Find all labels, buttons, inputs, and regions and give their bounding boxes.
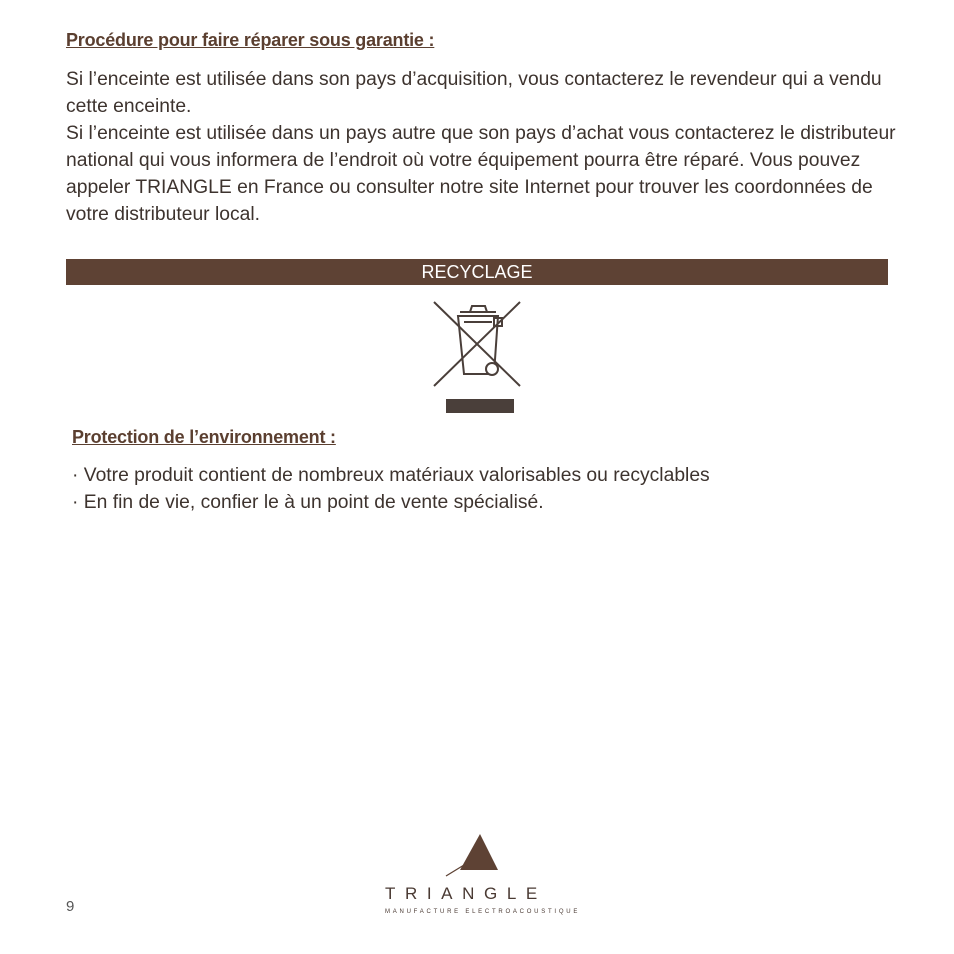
- warranty-text: [66, 66, 896, 228]
- page-number: 9: [66, 898, 75, 915]
- warranty-paragraph-2: Si l’enceinte est utilisée dans un pays autre que son pays d’achat vous contacterez le distributeur national qui vous informera de l’endroit où votre équipement pourra être réparé. Vous pouvez appeler TRIANGLE en France ou consulter notre site Internet pour trouver les coordonnées de votre distributeur local.: [66, 123, 896, 225]
- warranty-paragraph-1: Si l’enceinte est utilisée dans son pays d’acquisition, vous contacterez le revendeur qui a vendu cette enceinte.: [66, 69, 882, 117]
- recycling-band-label: RECYCLAGE: [421, 262, 533, 282]
- list-item: · En fin de vie, confier le à un point de vente spécialisé.: [72, 492, 544, 513]
- crossed-out-wheelie-bin-icon: [430, 298, 524, 416]
- recycling-section-band: [66, 259, 888, 285]
- logo-wordmark: TRIANGLE: [385, 884, 547, 903]
- environment-heading: Protection de l’environnement :: [72, 427, 336, 447]
- environment-bullet-list: [72, 462, 892, 516]
- warranty-heading: Procédure pour faire réparer sous garantie :: [66, 30, 435, 50]
- logo-tagline: MANUFACTURE ELECTROACOUSTIQUE: [385, 909, 581, 915]
- list-item: · Votre produit contient de nombreux matériaux valorisables ou recyclables: [72, 465, 710, 486]
